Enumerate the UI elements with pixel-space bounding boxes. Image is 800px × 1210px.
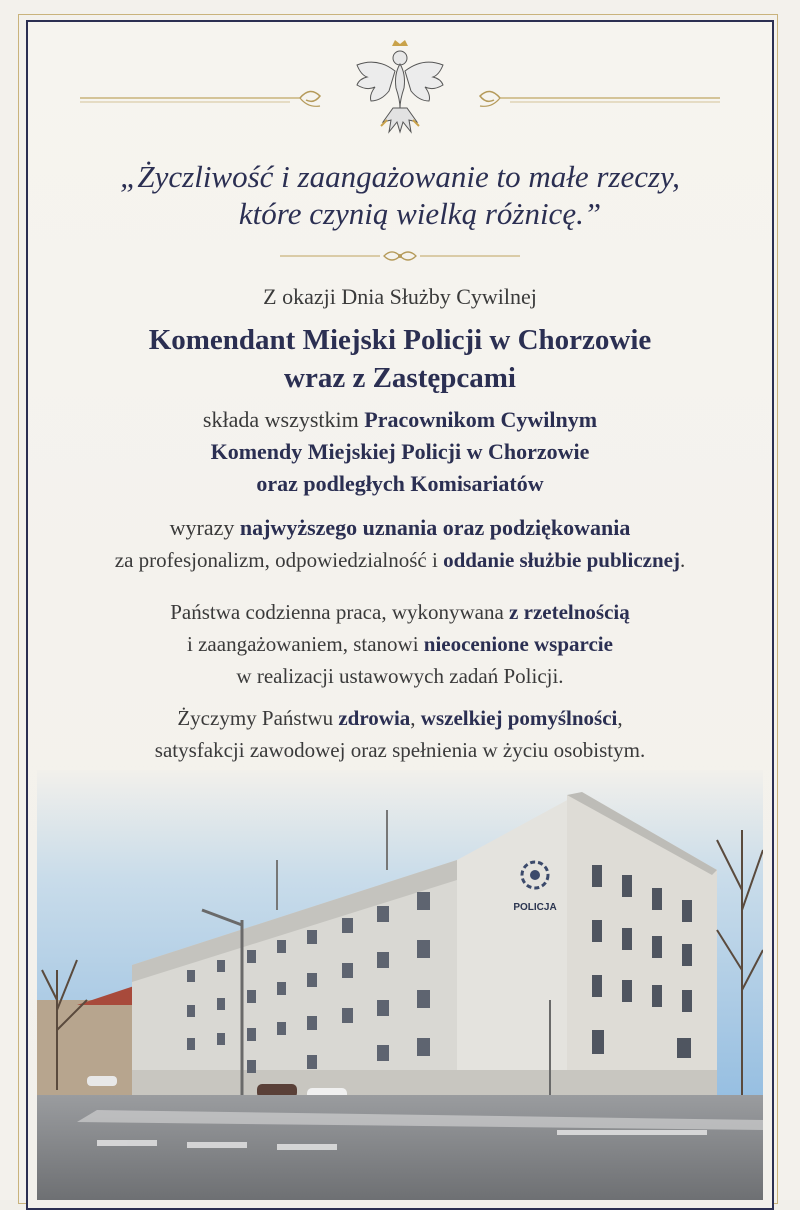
title-line-1: Komendant Miejski Policji w Chorzowie — [148, 324, 652, 356]
paragraph-recipients — [40, 404, 760, 500]
p3-bold-b: z rzetelnością — [509, 600, 630, 624]
p3-text-c: i zaangażowaniem, stanowi — [187, 632, 424, 656]
p4-bold-b: zdrowia — [338, 706, 411, 730]
p1-bold-c: Komendy Miejskiej Policji w Chorzowie — [210, 439, 590, 464]
p2-text-e: . — [679, 548, 686, 572]
p2-text-a: wyrazy — [169, 515, 240, 540]
p2-bold-d: oddanie służbie publicznej — [443, 548, 680, 572]
polish-eagle-emblem-icon — [345, 36, 455, 146]
intro-line: Z okazji Dnia Służby Cywilnej — [263, 284, 537, 309]
p3-text-a: Państwa codzienna praca, wykonywana — [170, 600, 510, 624]
paragraph-work — [40, 596, 760, 692]
p1-text-a: składa wszystkim — [202, 407, 365, 432]
building-sign-text: POLICJA — [513, 902, 557, 913]
p2-text-c: za profesjonalizm, odpowiedzialność i — [114, 548, 444, 572]
p1-bold-d: oraz podległych Komisariatów — [256, 471, 544, 496]
paragraph-wishes — [40, 702, 760, 766]
p4-text-e: , — [617, 706, 623, 730]
ornamental-divider — [280, 246, 520, 266]
p3-bold-d: nieocenione wsparcie — [423, 632, 613, 656]
p3-text-e: w realizacji ustawowych zadań Policji. — [236, 664, 564, 688]
paragraph-thanks — [40, 512, 760, 576]
p4-bold-d: wszelkiej pomyślności — [420, 706, 618, 730]
motto-line-2: które czynią wielką różnicę.” — [238, 196, 602, 231]
title-line-2: wraz z Zastępcami — [284, 362, 516, 394]
motto-line-1: „Życzliwość i zaangażowanie to małe rzeczy, — [120, 159, 680, 194]
motto-quote — [60, 158, 740, 232]
p4-text-c: , — [410, 706, 421, 730]
p4-text-f: satysfakcji zawodowej oraz spełnienia w życiu osobistym. — [154, 738, 646, 762]
p2-bold-b: najwyższego uznania oraz podziękowania — [239, 515, 631, 540]
p4-text-a: Życzymy Państwu — [177, 706, 339, 730]
police-headquarters-photo — [37, 770, 763, 1200]
p1-bold-b: Pracownikom Cywilnym — [364, 407, 598, 432]
